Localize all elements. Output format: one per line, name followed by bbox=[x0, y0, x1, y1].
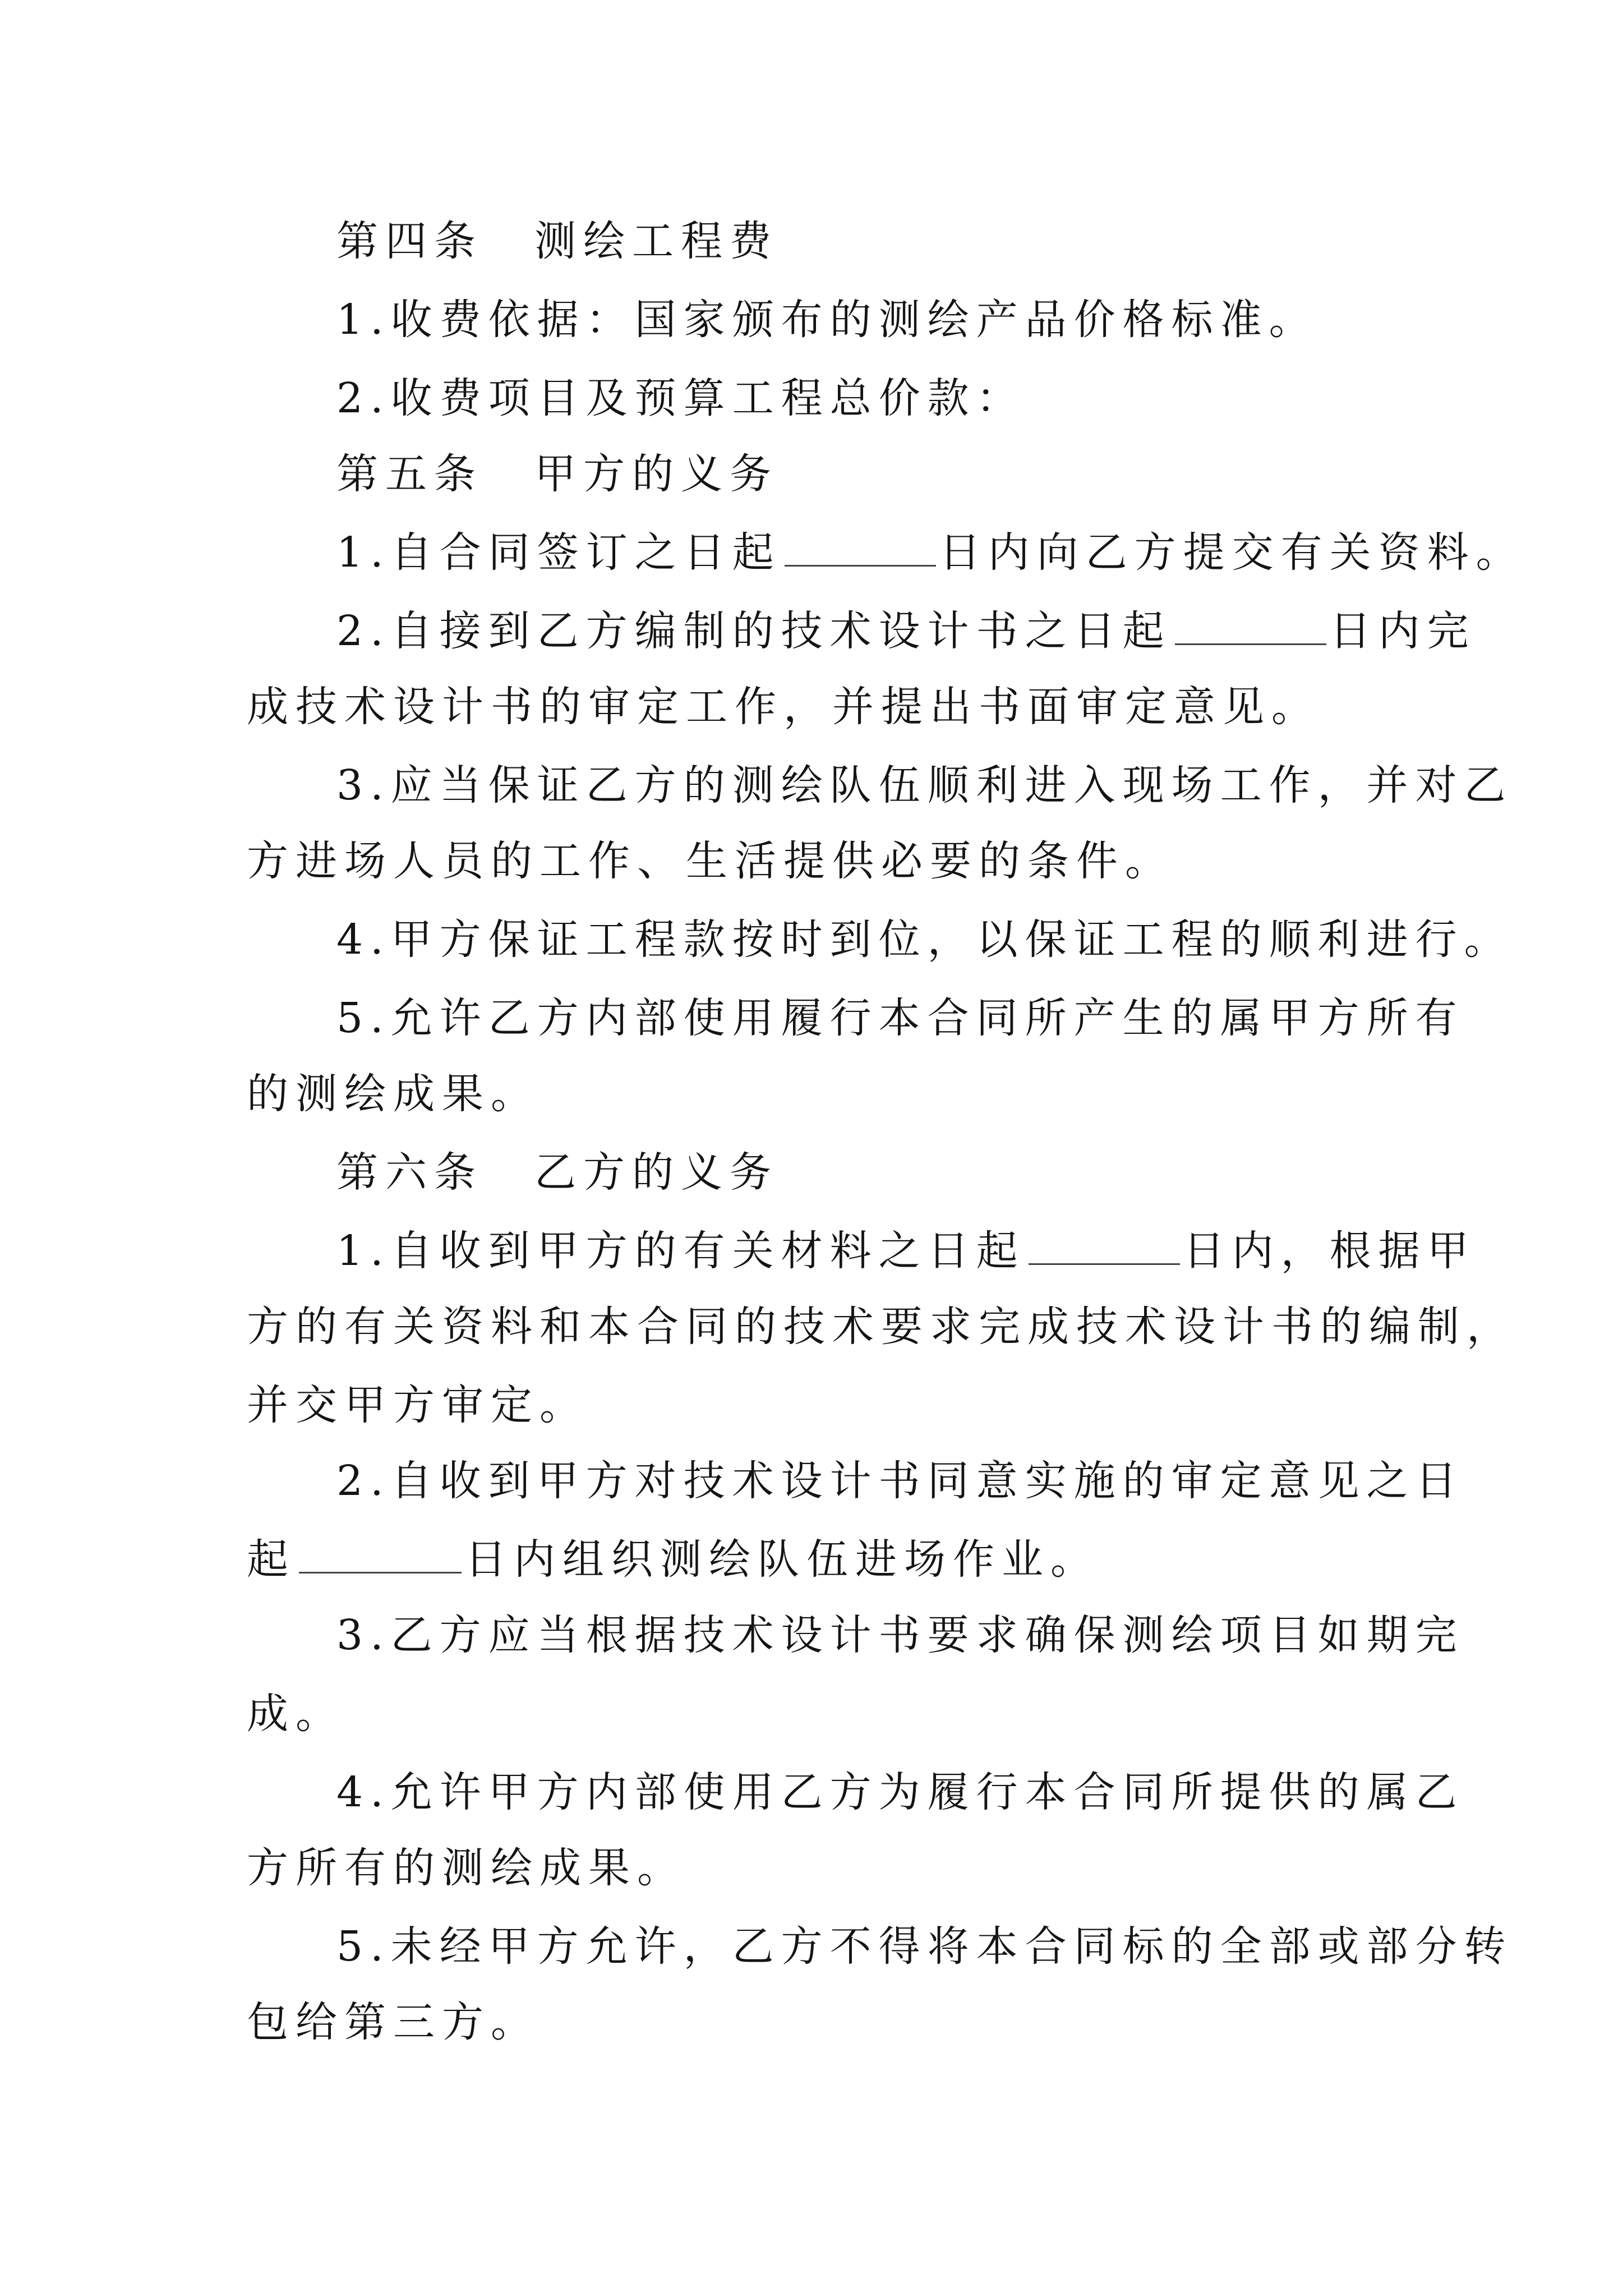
article-5-item-2: 2.自接到乙方编制的技术设计书之日起 日内完 bbox=[0, 603, 1623, 659]
fill-in-blank bbox=[299, 1533, 462, 1573]
article-6-item-1-cont-2: 并交甲方审定。 bbox=[247, 1381, 588, 1429]
article-6-item-3: 3.乙方应当根据技术设计书要求确保测绘项目如期完 bbox=[336, 1611, 1464, 1659]
article-5-title: 甲方的义务 bbox=[534, 450, 778, 498]
article-6-item-2: 2.自收到甲方对技术设计书同意实施的审定意见之日 bbox=[336, 1457, 1464, 1505]
article-6-item-5-cont: 包给第三方。 bbox=[247, 1998, 540, 2046]
article-4-title: 测绘工程费 bbox=[534, 217, 778, 265]
article-5-item-5: 5.允许乙方内部使用履行本合同所产生的属甲方所有 bbox=[336, 994, 1464, 1042]
article-6-item-1-cont: 方的有关资料和本合同的技术要求完成技术设计书的编制， bbox=[247, 1303, 1515, 1351]
article-4-heading bbox=[0, 213, 1623, 269]
article-6-item-3-cont: 成。 bbox=[247, 1690, 344, 1738]
article-5-item-5-cont: 的测绘成果。 bbox=[247, 1070, 540, 1118]
article-4-item-2: 2.收费项目及预算工程总价款： bbox=[336, 374, 1025, 422]
article-5-item-3: 3.应当保证乙方的测绘队伍顺利进入现场工作，并对乙 bbox=[336, 761, 1513, 809]
article-6-title: 乙方的义务 bbox=[534, 1148, 778, 1197]
fill-in-blank bbox=[785, 526, 936, 567]
article-5-item-1: 1.自合同签订之日起 日内向乙方提交有关资料。 bbox=[0, 524, 1623, 581]
article-4-item-1: 1.收费依据：国家颁布的测绘产品价格标准。 bbox=[336, 296, 1318, 344]
article-5-number: 第五条 bbox=[336, 450, 483, 498]
article-5-item-2-cont: 成技术设计书的审定工作，并提出书面审定意见。 bbox=[247, 683, 1320, 731]
article-6-item-5: 5.未经甲方允许，乙方不得将本合同标的全部或部分转 bbox=[336, 1922, 1513, 1971]
fill-in-blank bbox=[1175, 604, 1326, 645]
article-5-item-3-cont: 方进场人员的工作、生活提供必要的条件。 bbox=[247, 837, 1174, 885]
article-6-item-4: 4.允许甲方内部使用乙方为履行本合同所提供的属乙 bbox=[336, 1768, 1464, 1816]
article-6-number: 第六条 bbox=[336, 1148, 483, 1197]
article-6-item-2-cont: 起 日内组织测绘队伍进场作业。 bbox=[0, 1531, 1623, 1588]
article-6-item-1: 1.自收到甲方的有关材料之日起 日内，根据甲 bbox=[0, 1223, 1623, 1279]
article-6-heading bbox=[0, 1144, 1623, 1200]
article-5-item-4: 4.甲方保证工程款按时到位，以保证工程的顺利进行。 bbox=[336, 915, 1513, 964]
article-6-item-4-cont: 方所有的测绘成果。 bbox=[247, 1844, 686, 1892]
article-4-number: 第四条 bbox=[336, 217, 483, 265]
fill-in-blank bbox=[1029, 1224, 1180, 1265]
article-5-heading bbox=[0, 446, 1623, 502]
